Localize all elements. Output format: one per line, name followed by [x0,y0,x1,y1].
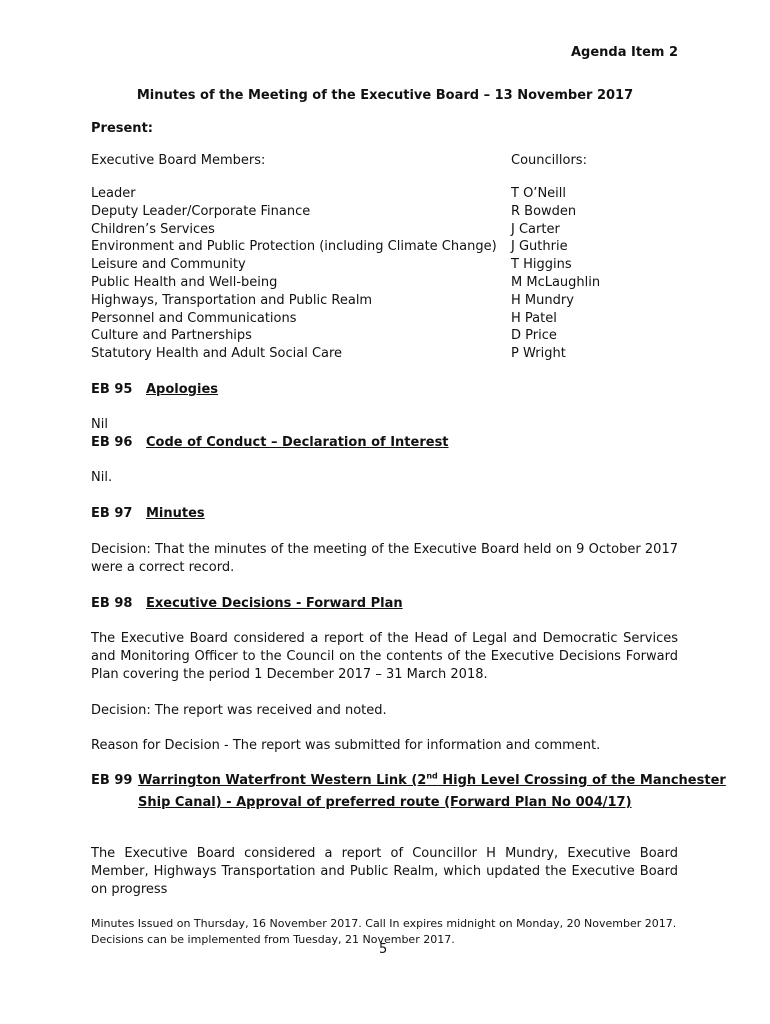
agenda-item-label: Agenda Item 2 [570,45,678,60]
item-number-eb97: EB 97 [91,506,133,521]
member-role: Deputy Leader/Corporate Finance [91,203,311,219]
item-heading-apologies: Apologies [146,382,219,397]
member-role: Leader [91,186,136,201]
councillor-name: M McLaughlin [511,274,601,290]
member-role: Children’s Services [91,221,215,237]
item-heading-western-link-line2: Ship Canal) - Approval of preferred route (Forward Plan No 004/17) [138,795,632,810]
footer-issued-line: Minutes Issued on Thursday, 16 November 2017. Call In expires midnight on Monday, 20 November 2017. [91,917,677,930]
apologies-text: Nil [91,417,108,432]
item-heading-western-link [138,773,726,788]
heading-superscript: nd [426,771,438,781]
member-role: Culture and Partnerships [91,328,252,344]
item-number-eb98: EB 98 [91,596,133,611]
heading-part: High Level Crossing of the Manchester [437,773,726,788]
page-title: Minutes of the Meeting of the Executive Board – 13 November 2017 [136,88,634,103]
item-number-eb95: EB 95 [91,382,133,397]
minutes-decision: Decision: That the minutes of the meeting of the Executive Board held on 9 October 2017 were a correct record. [91,542,678,575]
councillor-name: R Bowden [511,203,577,219]
councillor-name: T O’Neill [511,186,566,201]
page-number: 5 [379,942,388,957]
forward-plan-text: The Executive Board considered a report of the Head of Legal and Democratic Services and Monitoring Officer to the Council on the contents of the Executive Decisions Forward Plan covering the period 1 December 2017 – 31 March 2018. [91,631,678,682]
item-number-eb99: EB 99 [91,773,133,788]
item-heading-code-of-conduct: Code of Conduct – Declaration of Interest [146,435,449,450]
present-label: Present: [91,121,153,136]
declaration-text: Nil. [91,470,113,485]
forward-plan-reason: Reason for Decision - The report was submitted for information and comment. [91,738,601,753]
item-heading-forward-plan: Executive Decisions - Forward Plan [146,596,403,611]
member-role: Highways, Transportation and Public Realm [91,292,373,308]
western-link-text: The Executive Board considered a report of Councillor H Mundry, Executive Board Member, Highways Transportation and Public Realm, which updated the Executive Board on progress [91,846,678,897]
councillor-name: P Wright [511,346,566,362]
member-role: Personnel and Communications [91,310,297,326]
member-role: Environment and Public Protection (including Climate Change) [91,239,497,255]
member-role: Statutory Health and Adult Social Care [91,346,343,362]
members-header: Executive Board Members: [91,153,266,168]
item-number-eb96: EB 96 [91,435,133,450]
member-role: Leisure and Community [91,257,246,273]
member-role: Public Health and Well-being [91,274,278,290]
member-roles-list [91,185,497,363]
councillor-name: T Higgins [511,257,572,273]
councillors-header: Councillors: [511,153,587,168]
councillors-list [511,185,600,363]
item-heading-minutes: Minutes [146,506,205,521]
councillor-name: H Mundry [511,292,574,308]
heading-part: Warrington Waterfront Western Link (2 [138,773,427,788]
councillor-name: J Carter [511,221,560,237]
footer-implemented-line: Decisions can be implemented from Tuesday, 21 November 2017. [91,933,455,946]
councillor-name: D Price [511,328,557,344]
forward-plan-decision: Decision: The report was received and noted. [91,703,387,718]
councillor-name: H Patel [511,310,557,326]
councillor-name: J Guthrie [511,239,568,255]
